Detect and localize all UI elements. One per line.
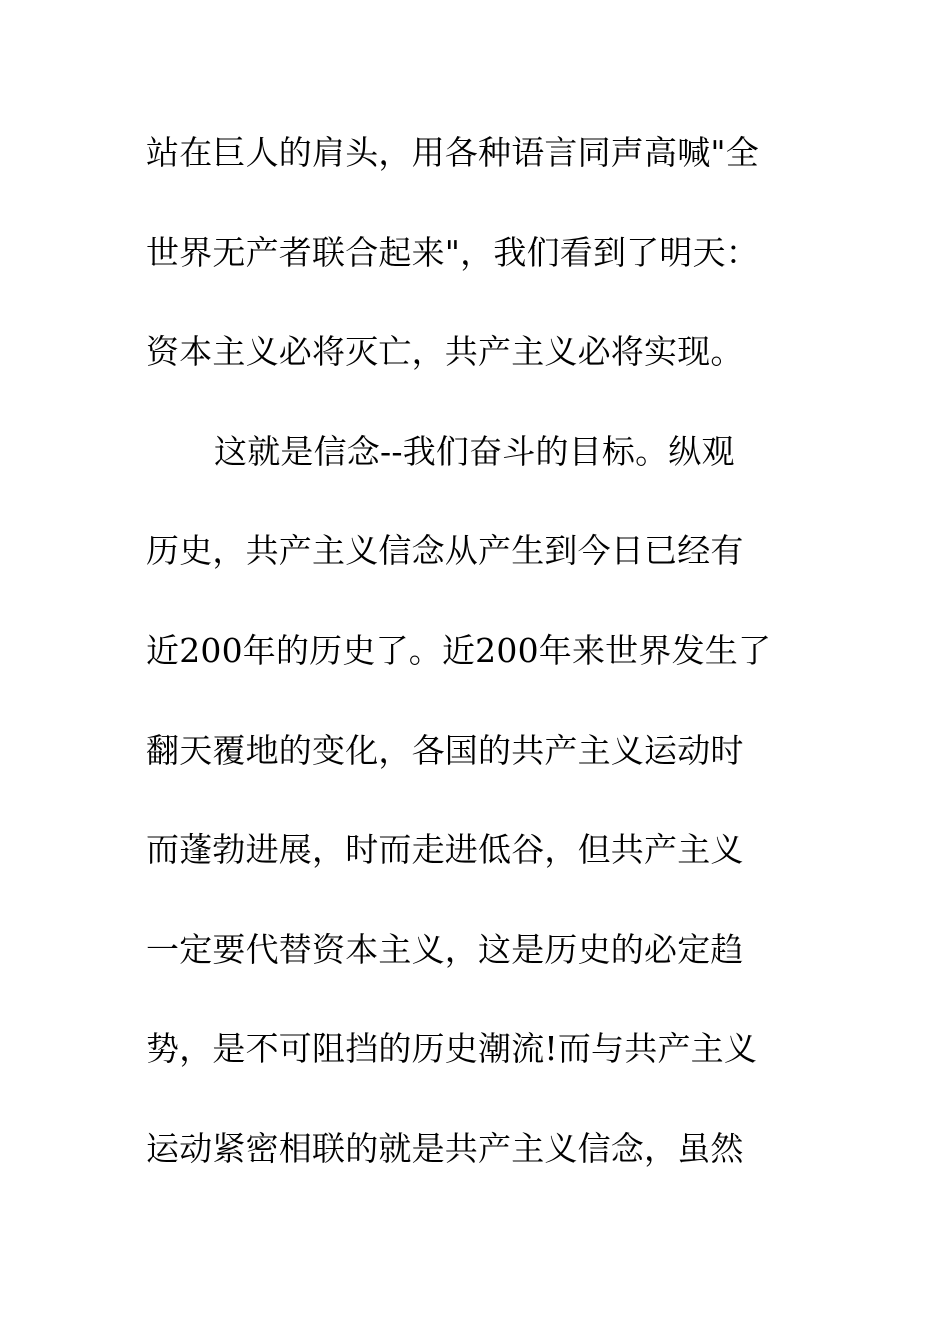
text-line-9: 一定要代替资本主义，这是历史的必定趋 [146,929,744,969]
text-line-2: 世界无产者联合起来"，我们看到了明天： [146,232,759,272]
text-line-6: 近200年的历史了。近200年来世界发生了 [146,630,772,670]
text-line-7: 翻天覆地的变化，各国的共产主义运动时 [146,730,744,770]
text-line-5: 历史，共产主义信念从产生到今日已经有 [146,531,744,571]
text-line-10: 势，是不可阻挡的历史潮流!而与共产主义 [146,1029,758,1069]
text-line-4-paragraph-start: 这就是信念--我们奋斗的目标。纵观 [214,431,735,471]
text-line-3: 资本主义必将灭亡，共产主义必将实现。 [146,332,744,372]
text-line-11: 运动紧密相联的就是共产主义信念，虽然 [146,1128,744,1168]
body-text [146,123,826,1219]
text-line-1: 站在巨人的肩头，用各种语言同声高喊"全 [146,133,759,172]
text-line-8: 而蓬勃进展，时而走进低谷，但共产主义 [146,830,744,870]
